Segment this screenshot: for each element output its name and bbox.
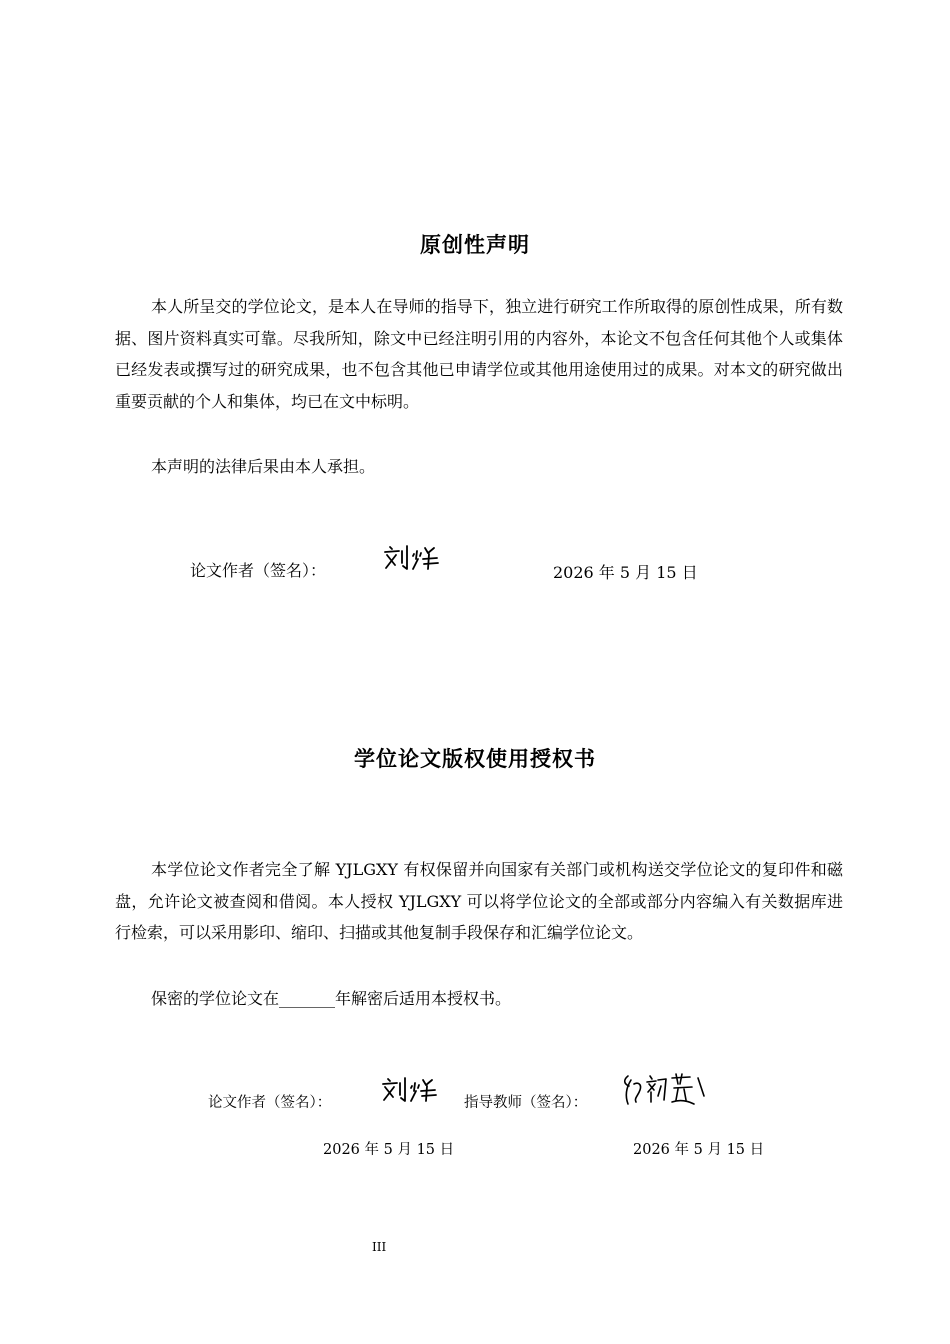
page-number: III [372, 1240, 387, 1254]
advisor-label: 指导教师（签名）： [464, 1095, 588, 1111]
originality-author-label: 论文作者（签名）： [190, 561, 327, 580]
originality-title: 原创性声明 [420, 233, 530, 257]
authorization-title: 学位论文版权使用授权书 [354, 747, 596, 771]
author-signature-1 [382, 543, 444, 578]
advisor-signature [620, 1070, 710, 1115]
liability-statement: 本声明的法律后果由本人承担。 [151, 457, 376, 476]
author-signature-2 [380, 1075, 442, 1110]
authorization-paragraph: 本学位论文作者完全了解 YJLGXY 有权保留并向国家有关部门或机构送交学位论文的复印件和磁盘，允许论文被查阅和借阅。本人授权 YJLGXY 可以将学位论文的全部或部分内容编入有关数据库进行检索，可以采用影印、缩印、扫描或其他复制手段保存和汇编学位论文。 [115, 860, 843, 942]
authorization-author-label: 论文作者（签名）： [208, 1095, 332, 1111]
secrecy-statement: 保密的学位论文在_______年解密后适用本授权书。 [151, 989, 512, 1008]
originality-date: 2026 年 5 月 15 日 [553, 563, 698, 582]
advisor-date: 2026 年 5 月 15 日 [633, 1142, 765, 1158]
originality-paragraph: 本人所呈交的学位论文，是本人在导师的指导下，独立进行研究工作所取得的原创性成果，所有数据、图片资料真实可靠。尽我所知，除文中已经注明引用的内容外，本论文不包含任何其他个人或集体已经发表或撰写过的研究成果，也不包含其他已申请学位或其他用途使用过的成果。对本文的研究做出重要贡献的个人和集体，均已在文中标明。 [115, 297, 843, 411]
authorization-author-date: 2026 年 5 月 15 日 [323, 1142, 455, 1158]
